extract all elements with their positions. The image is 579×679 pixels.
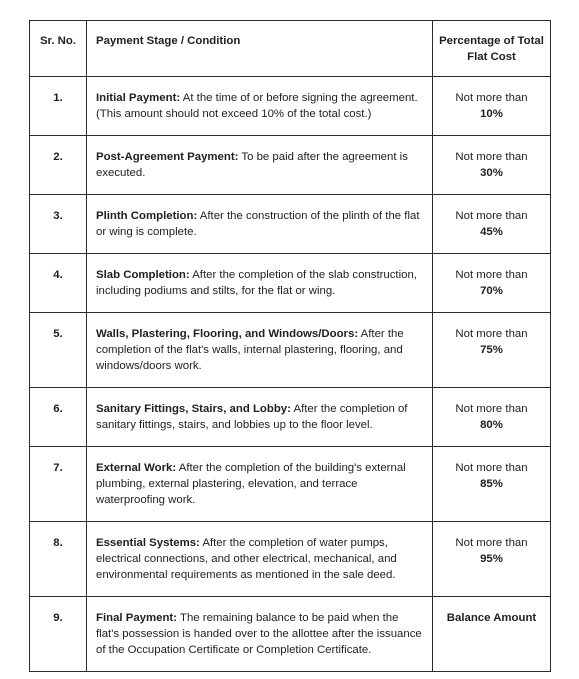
stage-label: Sanitary Fittings, Stairs, and Lobby:	[96, 403, 291, 415]
sr-no-cell: 2.	[30, 136, 87, 195]
table-row	[30, 313, 551, 388]
percentage-prefix: Not more than	[455, 403, 528, 415]
percentage-value: 45%	[480, 226, 503, 238]
payment-stage-cell	[87, 313, 433, 388]
percentage-prefix: Not more than	[455, 462, 528, 474]
table-row	[30, 447, 551, 522]
stage-label: Final Payment:	[96, 612, 178, 624]
stage-label: Slab Completion:	[96, 269, 190, 281]
payment-stage-cell	[87, 136, 433, 195]
percentage-value: 85%	[480, 478, 503, 490]
percentage-prefix: Not more than	[455, 537, 528, 549]
stage-description: The remaining balance to be paid when the flat's possession is handed over to the allottee after the issuance of the Occupation Certificate or Completion Certificate.	[96, 612, 422, 656]
sr-no-cell: 4.	[30, 254, 87, 313]
stage-label: External Work:	[96, 462, 177, 474]
stage-description: After the construction of the plinth of the flat or wing is complete.	[96, 210, 420, 238]
table-row	[30, 77, 551, 136]
percentage-prefix: Not more than	[455, 328, 528, 340]
percentage-value: 80%	[480, 419, 503, 431]
stage-label: Post-Agreement Payment:	[96, 151, 239, 163]
table-row	[30, 597, 551, 672]
table-row	[30, 388, 551, 447]
percentage-value: 70%	[480, 285, 503, 297]
stage-label: Plinth Completion:	[96, 210, 198, 222]
header-row	[30, 21, 551, 77]
sr-no-cell: 3.	[30, 195, 87, 254]
sr-no-cell: 7.	[30, 447, 87, 522]
percentage-cell	[433, 597, 551, 672]
table-row	[30, 522, 551, 597]
percentage-cell	[433, 195, 551, 254]
payment-stage-cell	[87, 77, 433, 136]
sr-no-cell: 1.	[30, 77, 87, 136]
stage-description: After the completion of sanitary fittings, stairs, and lobbies up to the floor level.	[96, 403, 408, 431]
percentage-value: 75%	[480, 344, 503, 356]
stage-label: Walls, Plastering, Flooring, and Windows/Doors:	[96, 328, 359, 340]
stage-description: After the completion of the slab construction, including podiums and stilts, for the flat or wing.	[96, 269, 417, 297]
percentage-cell	[433, 522, 551, 597]
percentage-cell	[433, 447, 551, 522]
header-payment-stage: Payment Stage / Condition	[87, 21, 433, 77]
stage-label: Essential Systems:	[96, 537, 200, 549]
percentage-cell	[433, 388, 551, 447]
stage-description: To be paid after the agreement is executed.	[96, 151, 408, 179]
sr-no-cell: 9.	[30, 597, 87, 672]
percentage-value: Balance Amount	[446, 612, 537, 624]
header-sr-no: Sr. No.	[30, 21, 87, 77]
stage-description: At the time of or before signing the agreement. (This amount should not exceed 10% of the total cost.)	[96, 92, 418, 120]
stage-description: After the completion of water pumps, electrical connections, and other electrical, mechanical, and environmental requirements as mentioned in the sale deed.	[96, 537, 397, 581]
percentage-prefix: Not more than	[455, 151, 528, 163]
stage-description: After the completion of the flat's walls, internal plastering, flooring, and windows/doors work.	[96, 328, 404, 372]
percentage-cell	[433, 136, 551, 195]
table-row	[30, 195, 551, 254]
percentage-cell	[433, 313, 551, 388]
payment-stage-cell	[87, 388, 433, 447]
percentage-prefix: Not more than	[455, 210, 528, 222]
header-percentage: Percentage of Total Flat Cost	[433, 21, 551, 77]
payment-stage-cell	[87, 447, 433, 522]
sr-no-cell: 6.	[30, 388, 87, 447]
stage-description: After the completion of the building's external plumbing, external plastering, elevation, and terrace waterproofing work.	[96, 462, 406, 506]
sr-no-cell: 5.	[30, 313, 87, 388]
payment-stage-cell	[87, 195, 433, 254]
percentage-prefix: Not more than	[455, 269, 528, 281]
percentage-value: 30%	[480, 167, 503, 179]
percentage-cell	[433, 77, 551, 136]
percentage-cell	[433, 254, 551, 313]
table-row	[30, 254, 551, 313]
payment-stage-cell	[87, 254, 433, 313]
percentage-prefix: Not more than	[455, 92, 528, 104]
percentage-value: 95%	[480, 553, 503, 565]
stage-label: Initial Payment:	[96, 92, 181, 104]
payment-stage-cell	[87, 597, 433, 672]
payment-stage-cell	[87, 522, 433, 597]
sr-no-cell: 8.	[30, 522, 87, 597]
table-row	[30, 136, 551, 195]
payment-schedule-table	[29, 20, 551, 672]
percentage-value: 10%	[480, 108, 503, 120]
